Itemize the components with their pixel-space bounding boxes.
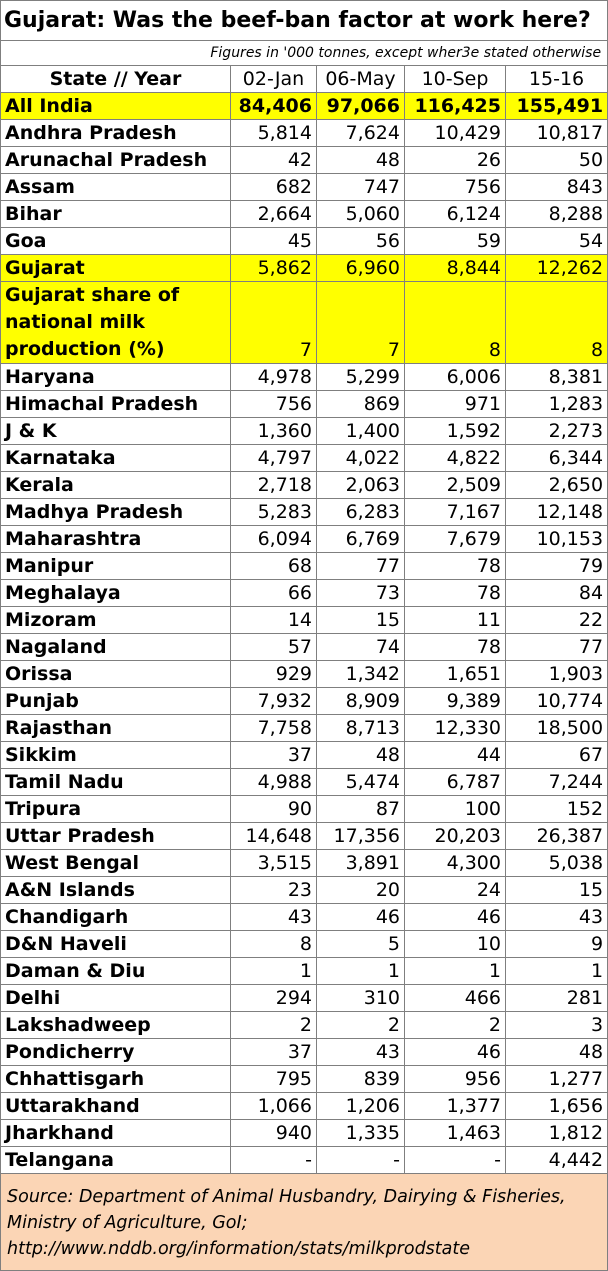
cell-all-india-10-sep: 116,425 (405, 93, 506, 120)
cell-madhya-pradesh-02-jan: 5,283 (231, 499, 317, 526)
cell-himachal-pradesh-02-jan: 756 (231, 391, 317, 418)
row-label-gujarat: Gujarat (1, 255, 231, 282)
cell-arunachal-pradesh-06-may: 48 (317, 147, 405, 174)
cell-haryana-10-sep: 6,006 (405, 364, 506, 391)
table-row (1, 120, 608, 147)
row-label-andhra-pradesh: Andhra Pradesh (1, 120, 231, 147)
cell-delhi-15-16: 281 (506, 985, 608, 1012)
header-year: 02-Jan (231, 66, 317, 93)
table-row (1, 1012, 608, 1039)
table-row (1, 607, 608, 634)
cell-gujarat-share-of-national-milk-production-06-may: 7 (317, 282, 405, 364)
row-label-punjab: Punjab (1, 688, 231, 715)
cell-andhra-pradesh-10-sep: 10,429 (405, 120, 506, 147)
row-label-tripura: Tripura (1, 796, 231, 823)
cell-madhya-pradesh-10-sep: 7,167 (405, 499, 506, 526)
row-label-madhya-pradesh: Madhya Pradesh (1, 499, 231, 526)
subtitle-row (1, 41, 608, 66)
cell-sikkim-15-16: 67 (506, 742, 608, 769)
cell-all-india-02-jan: 84,406 (231, 93, 317, 120)
row-label-kerala: Kerala (1, 472, 231, 499)
cell-dandn-haveli-15-16: 9 (506, 931, 608, 958)
row-label-uttar-pradesh: Uttar Pradesh (1, 823, 231, 850)
table-row (1, 850, 608, 877)
cell-uttarakhand-02-jan: 1,066 (231, 1093, 317, 1120)
cell-maharashtra-06-may: 6,769 (317, 526, 405, 553)
header-row (1, 66, 608, 93)
cell-nagaland-15-16: 77 (506, 634, 608, 661)
table-row (1, 93, 608, 120)
cell-uttar-pradesh-02-jan: 14,648 (231, 823, 317, 850)
cell-gujarat-share-of-national-milk-production-02-jan: 7 (231, 282, 317, 364)
table-row (1, 931, 608, 958)
cell-tripura-06-may: 87 (317, 796, 405, 823)
row-label-arunachal-pradesh: Arunachal Pradesh (1, 147, 231, 174)
cell-punjab-15-16: 10,774 (506, 688, 608, 715)
cell-uttar-pradesh-15-16: 26,387 (506, 823, 608, 850)
header-year: 06-May (317, 66, 405, 93)
table-row (1, 661, 608, 688)
table-row (1, 472, 608, 499)
table-row (1, 877, 608, 904)
cell-chandigarh-06-may: 46 (317, 904, 405, 931)
cell-kerala-06-may: 2,063 (317, 472, 405, 499)
cell-chandigarh-15-16: 43 (506, 904, 608, 931)
table-row (1, 1066, 608, 1093)
cell-goa-02-jan: 45 (231, 228, 317, 255)
row-label-aandn-islands: A&N Islands (1, 877, 231, 904)
cell-aandn-islands-10-sep: 24 (405, 877, 506, 904)
cell-daman-and-diu-06-may: 1 (317, 958, 405, 985)
cell-west-bengal-15-16: 5,038 (506, 850, 608, 877)
row-label-west-bengal: West Bengal (1, 850, 231, 877)
cell-uttar-pradesh-10-sep: 20,203 (405, 823, 506, 850)
row-label-haryana: Haryana (1, 364, 231, 391)
row-label-nagaland: Nagaland (1, 634, 231, 661)
cell-aandn-islands-02-jan: 23 (231, 877, 317, 904)
cell-gujarat-share-of-national-milk-production-15-16: 8 (506, 282, 608, 364)
cell-mizoram-10-sep: 11 (405, 607, 506, 634)
cell-j-and-k-10-sep: 1,592 (405, 418, 506, 445)
table-row (1, 418, 608, 445)
table-row (1, 364, 608, 391)
cell-karnataka-02-jan: 4,797 (231, 445, 317, 472)
table-row (1, 958, 608, 985)
cell-rajasthan-10-sep: 12,330 (405, 715, 506, 742)
cell-chhattisgarh-15-16: 1,277 (506, 1066, 608, 1093)
row-label-assam: Assam (1, 174, 231, 201)
cell-punjab-10-sep: 9,389 (405, 688, 506, 715)
cell-bihar-10-sep: 6,124 (405, 201, 506, 228)
cell-telangana-10-sep: - (405, 1147, 506, 1174)
table-row (1, 1039, 608, 1066)
cell-all-india-06-may: 97,066 (317, 93, 405, 120)
cell-nagaland-02-jan: 57 (231, 634, 317, 661)
row-label-tamil-nadu: Tamil Nadu (1, 769, 231, 796)
cell-tamil-nadu-10-sep: 6,787 (405, 769, 506, 796)
cell-madhya-pradesh-15-16: 12,148 (506, 499, 608, 526)
cell-bihar-06-may: 5,060 (317, 201, 405, 228)
cell-lakshadweep-10-sep: 2 (405, 1012, 506, 1039)
row-label-sikkim: Sikkim (1, 742, 231, 769)
table-row (1, 174, 608, 201)
cell-assam-15-16: 843 (506, 174, 608, 201)
cell-rajasthan-02-jan: 7,758 (231, 715, 317, 742)
cell-manipur-02-jan: 68 (231, 553, 317, 580)
cell-aandn-islands-15-16: 15 (506, 877, 608, 904)
table-row (1, 391, 608, 418)
row-label-maharashtra: Maharashtra (1, 526, 231, 553)
cell-pondicherry-15-16: 48 (506, 1039, 608, 1066)
cell-telangana-06-may: - (317, 1147, 405, 1174)
cell-jharkhand-06-may: 1,335 (317, 1120, 405, 1147)
source-row (1, 1174, 608, 1271)
table-row (1, 526, 608, 553)
cell-chhattisgarh-10-sep: 956 (405, 1066, 506, 1093)
cell-arunachal-pradesh-02-jan: 42 (231, 147, 317, 174)
row-label-orissa: Orissa (1, 661, 231, 688)
cell-karnataka-10-sep: 4,822 (405, 445, 506, 472)
cell-tamil-nadu-06-may: 5,474 (317, 769, 405, 796)
table-row (1, 769, 608, 796)
cell-chhattisgarh-02-jan: 795 (231, 1066, 317, 1093)
cell-haryana-15-16: 8,381 (506, 364, 608, 391)
row-label-j-and-k: J & K (1, 418, 231, 445)
row-label-rajasthan: Rajasthan (1, 715, 231, 742)
cell-uttarakhand-10-sep: 1,377 (405, 1093, 506, 1120)
row-label-telangana: Telangana (1, 1147, 231, 1174)
row-label-daman-and-diu: Daman & Diu (1, 958, 231, 985)
cell-meghalaya-15-16: 84 (506, 580, 608, 607)
table-row (1, 282, 608, 364)
table-row (1, 228, 608, 255)
cell-bihar-15-16: 8,288 (506, 201, 608, 228)
cell-arunachal-pradesh-15-16: 50 (506, 147, 608, 174)
cell-jharkhand-10-sep: 1,463 (405, 1120, 506, 1147)
table-subtitle: Figures in '000 tonnes, except wher3e stated otherwise (1, 41, 608, 66)
cell-karnataka-15-16: 6,344 (506, 445, 608, 472)
cell-manipur-10-sep: 78 (405, 553, 506, 580)
cell-pondicherry-02-jan: 37 (231, 1039, 317, 1066)
cell-pondicherry-10-sep: 46 (405, 1039, 506, 1066)
table-title: Gujarat: Was the beef-ban factor at work here? (1, 1, 608, 41)
cell-telangana-02-jan: - (231, 1147, 317, 1174)
cell-nagaland-06-may: 74 (317, 634, 405, 661)
cell-meghalaya-06-may: 73 (317, 580, 405, 607)
header-year: 15-16 (506, 66, 608, 93)
cell-orissa-10-sep: 1,651 (405, 661, 506, 688)
cell-uttarakhand-15-16: 1,656 (506, 1093, 608, 1120)
cell-arunachal-pradesh-10-sep: 26 (405, 147, 506, 174)
cell-maharashtra-10-sep: 7,679 (405, 526, 506, 553)
header-label: State // Year (1, 66, 231, 93)
cell-tripura-10-sep: 100 (405, 796, 506, 823)
cell-orissa-15-16: 1,903 (506, 661, 608, 688)
cell-manipur-06-may: 77 (317, 553, 405, 580)
row-label-jharkhand: Jharkhand (1, 1120, 231, 1147)
cell-assam-10-sep: 756 (405, 174, 506, 201)
row-label-karnataka: Karnataka (1, 445, 231, 472)
table-row (1, 796, 608, 823)
cell-tripura-15-16: 152 (506, 796, 608, 823)
cell-west-bengal-06-may: 3,891 (317, 850, 405, 877)
cell-goa-06-may: 56 (317, 228, 405, 255)
cell-assam-02-jan: 682 (231, 174, 317, 201)
cell-haryana-06-may: 5,299 (317, 364, 405, 391)
table-row (1, 147, 608, 174)
row-label-mizoram: Mizoram (1, 607, 231, 634)
table-row (1, 255, 608, 282)
table-row (1, 715, 608, 742)
cell-chhattisgarh-06-may: 839 (317, 1066, 405, 1093)
cell-andhra-pradesh-02-jan: 5,814 (231, 120, 317, 147)
cell-daman-and-diu-15-16: 1 (506, 958, 608, 985)
cell-sikkim-02-jan: 37 (231, 742, 317, 769)
row-label-delhi: Delhi (1, 985, 231, 1012)
cell-tamil-nadu-02-jan: 4,988 (231, 769, 317, 796)
table-row (1, 742, 608, 769)
cell-rajasthan-15-16: 18,500 (506, 715, 608, 742)
cell-maharashtra-02-jan: 6,094 (231, 526, 317, 553)
row-label-pondicherry: Pondicherry (1, 1039, 231, 1066)
cell-punjab-02-jan: 7,932 (231, 688, 317, 715)
cell-jharkhand-02-jan: 940 (231, 1120, 317, 1147)
cell-delhi-10-sep: 466 (405, 985, 506, 1012)
cell-j-and-k-02-jan: 1,360 (231, 418, 317, 445)
cell-daman-and-diu-02-jan: 1 (231, 958, 317, 985)
cell-tripura-02-jan: 90 (231, 796, 317, 823)
header-year: 10-Sep (405, 66, 506, 93)
table-row (1, 580, 608, 607)
row-label-dandn-haveli: D&N Haveli (1, 931, 231, 958)
cell-uttar-pradesh-06-may: 17,356 (317, 823, 405, 850)
row-label-bihar: Bihar (1, 201, 231, 228)
row-label-manipur: Manipur (1, 553, 231, 580)
row-label-chandigarh: Chandigarh (1, 904, 231, 931)
cell-madhya-pradesh-06-may: 6,283 (317, 499, 405, 526)
cell-delhi-02-jan: 294 (231, 985, 317, 1012)
cell-west-bengal-10-sep: 4,300 (405, 850, 506, 877)
cell-rajasthan-06-may: 8,713 (317, 715, 405, 742)
cell-manipur-15-16: 79 (506, 553, 608, 580)
cell-tamil-nadu-15-16: 7,244 (506, 769, 608, 796)
cell-orissa-06-may: 1,342 (317, 661, 405, 688)
table-row (1, 985, 608, 1012)
cell-jharkhand-15-16: 1,812 (506, 1120, 608, 1147)
row-label-lakshadweep: Lakshadweep (1, 1012, 231, 1039)
cell-all-india-15-16: 155,491 (506, 93, 608, 120)
cell-dandn-haveli-02-jan: 8 (231, 931, 317, 958)
row-label-goa: Goa (1, 228, 231, 255)
cell-chandigarh-02-jan: 43 (231, 904, 317, 931)
cell-lakshadweep-06-may: 2 (317, 1012, 405, 1039)
cell-dandn-haveli-10-sep: 10 (405, 931, 506, 958)
source-note: Source: Department of Animal Husbandry, Dairying & Fisheries, Ministry of Agriculture, GoI; http://www.nddb.org/information/stats/milkprodstate (1, 1174, 608, 1271)
row-label-uttarakhand: Uttarakhand (1, 1093, 231, 1120)
cell-nagaland-10-sep: 78 (405, 634, 506, 661)
cell-telangana-15-16: 4,442 (506, 1147, 608, 1174)
cell-bihar-02-jan: 2,664 (231, 201, 317, 228)
cell-mizoram-15-16: 22 (506, 607, 608, 634)
cell-delhi-06-may: 310 (317, 985, 405, 1012)
table-row (1, 1093, 608, 1120)
cell-west-bengal-02-jan: 3,515 (231, 850, 317, 877)
cell-himachal-pradesh-10-sep: 971 (405, 391, 506, 418)
cell-punjab-06-may: 8,909 (317, 688, 405, 715)
row-label-chhattisgarh: Chhattisgarh (1, 1066, 231, 1093)
row-label-meghalaya: Meghalaya (1, 580, 231, 607)
title-row (1, 1, 608, 41)
cell-aandn-islands-06-may: 20 (317, 877, 405, 904)
cell-orissa-02-jan: 929 (231, 661, 317, 688)
cell-mizoram-02-jan: 14 (231, 607, 317, 634)
cell-lakshadweep-15-16: 3 (506, 1012, 608, 1039)
cell-pondicherry-06-may: 43 (317, 1039, 405, 1066)
cell-mizoram-06-may: 15 (317, 607, 405, 634)
cell-meghalaya-10-sep: 78 (405, 580, 506, 607)
row-label-all-india: All India (1, 93, 231, 120)
cell-uttarakhand-06-may: 1,206 (317, 1093, 405, 1120)
table-row (1, 904, 608, 931)
row-label-gujarat-share-of-national-milk-production: Gujarat share of national milk production (%) (1, 282, 231, 364)
cell-kerala-02-jan: 2,718 (231, 472, 317, 499)
cell-sikkim-06-may: 48 (317, 742, 405, 769)
table-row (1, 499, 608, 526)
cell-kerala-10-sep: 2,509 (405, 472, 506, 499)
table-row (1, 634, 608, 661)
cell-daman-and-diu-10-sep: 1 (405, 958, 506, 985)
cell-dandn-haveli-06-may: 5 (317, 931, 405, 958)
cell-himachal-pradesh-15-16: 1,283 (506, 391, 608, 418)
row-label-himachal-pradesh: Himachal Pradesh (1, 391, 231, 418)
cell-kerala-15-16: 2,650 (506, 472, 608, 499)
cell-gujarat-share-of-national-milk-production-10-sep: 8 (405, 282, 506, 364)
table-row (1, 445, 608, 472)
cell-sikkim-10-sep: 44 (405, 742, 506, 769)
table-row (1, 553, 608, 580)
cell-assam-06-may: 747 (317, 174, 405, 201)
cell-haryana-02-jan: 4,978 (231, 364, 317, 391)
cell-gujarat-02-jan: 5,862 (231, 255, 317, 282)
cell-andhra-pradesh-15-16: 10,817 (506, 120, 608, 147)
cell-chandigarh-10-sep: 46 (405, 904, 506, 931)
cell-maharashtra-15-16: 10,153 (506, 526, 608, 553)
cell-gujarat-10-sep: 8,844 (405, 255, 506, 282)
cell-lakshadweep-02-jan: 2 (231, 1012, 317, 1039)
cell-j-and-k-15-16: 2,273 (506, 418, 608, 445)
table-row (1, 688, 608, 715)
table-row (1, 1120, 608, 1147)
cell-karnataka-06-may: 4,022 (317, 445, 405, 472)
cell-himachal-pradesh-06-may: 869 (317, 391, 405, 418)
table-row (1, 823, 608, 850)
table-row (1, 1147, 608, 1174)
cell-gujarat-06-may: 6,960 (317, 255, 405, 282)
cell-gujarat-15-16: 12,262 (506, 255, 608, 282)
cell-goa-10-sep: 59 (405, 228, 506, 255)
cell-j-and-k-06-may: 1,400 (317, 418, 405, 445)
cell-goa-15-16: 54 (506, 228, 608, 255)
cell-meghalaya-02-jan: 66 (231, 580, 317, 607)
cell-andhra-pradesh-06-may: 7,624 (317, 120, 405, 147)
table-row (1, 201, 608, 228)
